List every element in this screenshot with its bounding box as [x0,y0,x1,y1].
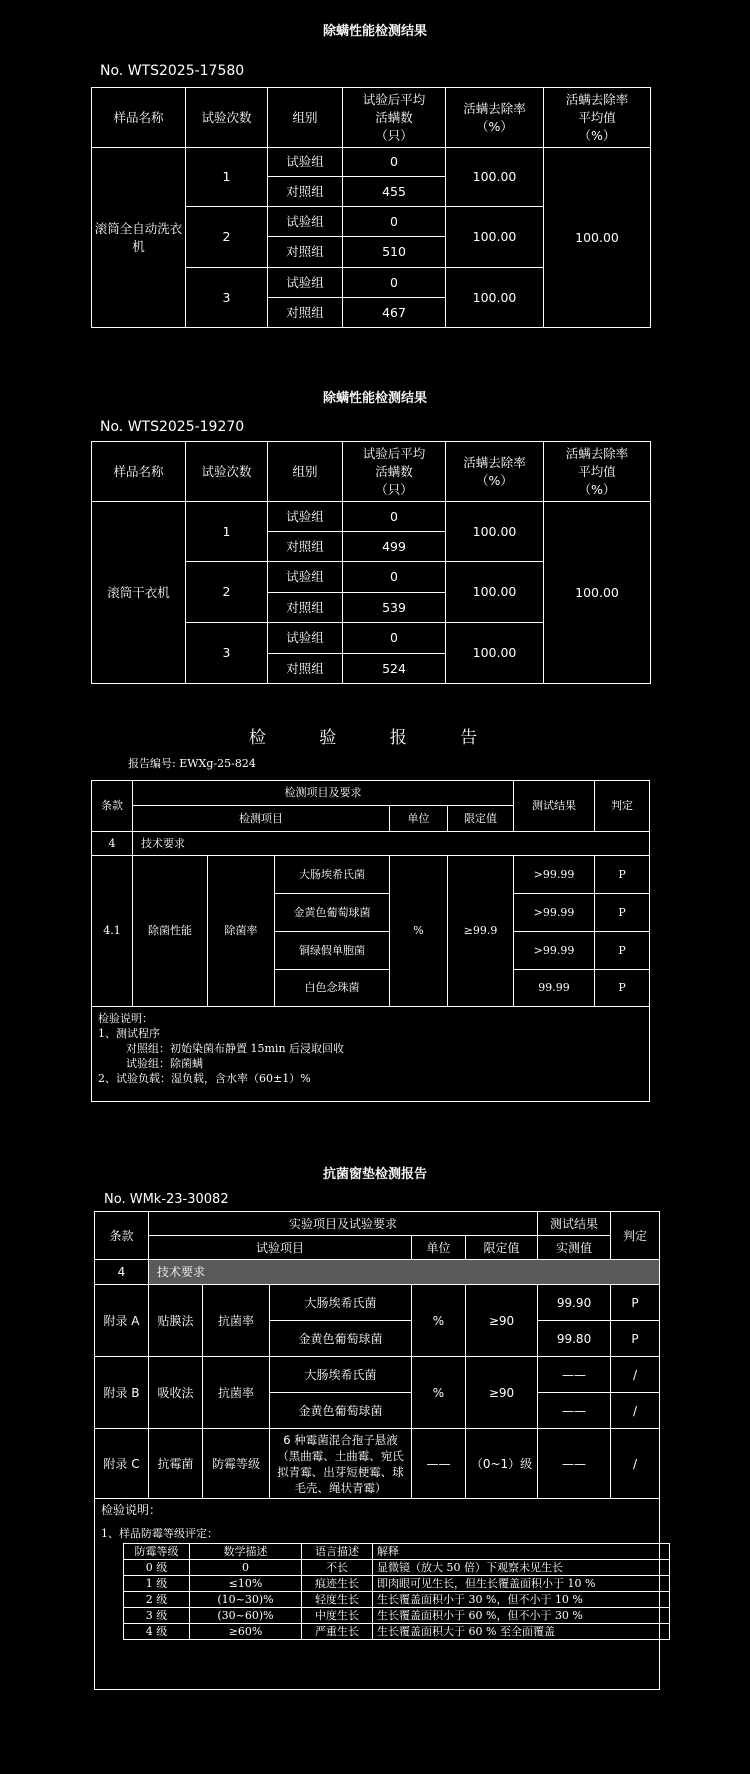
mite-count: 499 [343,532,446,562]
note-line: 2、试验负载：湿负载，含水率（60±1）% [98,1072,311,1085]
grade-row [124,1592,670,1608]
report3-table [91,780,650,1102]
test-result: >99.99 [514,894,595,932]
removal-rate: 100.00 [446,562,544,623]
header-sample: 样品名称 [92,88,186,148]
round-number: 3 [186,623,268,684]
grade-level: 2 级 [124,1592,190,1608]
mite-count: 524 [343,654,446,684]
measured-value: 99.80 [538,1321,611,1357]
mite-count: 0 [343,148,446,177]
limit-value: ≥90 [466,1285,538,1357]
organism-name: 铜绿假单胞菌 [275,932,390,970]
grade-desc: 严重生长 [302,1624,373,1640]
unit: % [412,1285,466,1357]
grade-row [124,1576,670,1592]
note-line: 对照组：初始染菌布静置 15min 后浸取回收 [126,1042,345,1055]
report1-number: No. WTS2025-17580 [100,63,245,79]
header-avg: 活螨去除率 平均值 （%） [544,442,651,502]
grade-level: 4 级 [124,1624,190,1640]
report4-title: 抗菌窗垫检测报告 [322,1167,427,1182]
header-group: 组别 [268,88,343,148]
header-group: 组别 [268,442,343,502]
appendix-a-clause: 附录 A [95,1285,149,1357]
organism-name: 大肠埃希氏菌 [275,856,390,894]
judgement: P [611,1285,660,1321]
group-label: 试验组 [268,623,343,654]
grade-header: 防霉等级 [124,1544,190,1560]
mite-count: 510 [343,237,446,268]
removal-rate: 100.00 [446,207,544,268]
removal-rate: 100.00 [446,623,544,684]
organism-name: 金黄色葡萄球菌 [275,894,390,932]
header-avg: 活螨去除率 平均值 （%） [544,88,651,148]
appendix-a-method: 贴膜法 [149,1285,203,1357]
header-unit: 单位 [412,1236,466,1260]
report1-title: 除螨性能检测结果 [322,24,427,39]
mite-count: 0 [343,502,446,532]
test-result: >99.99 [514,932,595,970]
test-result: >99.99 [514,856,595,894]
grade-desc: 轻度生长 [302,1592,373,1608]
judgement: P [595,970,650,1007]
sample-name: 滚筒全自动洗衣机 [92,148,186,328]
inspection-notes [92,1007,650,1102]
unit: —— [412,1429,466,1499]
mite-count: 467 [343,298,446,328]
header-limit: 限定值 [466,1236,538,1260]
organism-name: 大肠埃希氏菌 [270,1357,412,1393]
group-label: 试验组 [268,562,343,593]
group-label: 试验组 [268,148,343,177]
unit: % [390,856,448,1007]
report4-table [94,1211,660,1690]
organism-name: 金黄色葡萄球菌 [270,1393,412,1429]
grade-explain: 生长覆盖面积大于 60 % 至全面覆盖 [373,1624,670,1640]
header-items-req: 检测项目及要求 [133,781,514,806]
grade-explain: 即肉眼可见生长，但生长覆盖面积小于 10 % [373,1576,670,1592]
grade-level: 0 级 [124,1560,190,1576]
grade-header: 解释 [373,1544,670,1560]
measured-value: 99.90 [538,1285,611,1321]
grade-explain: 显微镜（放大 50 倍）下观察未见生长 [373,1560,670,1576]
group-label: 对照组 [268,593,343,623]
grade-math: (10~30)% [190,1592,302,1608]
report4-number: No. WMk-23-30082 [104,1192,229,1207]
header-rate: 活螨去除率 （%） [446,88,544,148]
measured-value: —— [538,1357,611,1393]
test-result: 99.99 [514,970,595,1007]
mite-count: 539 [343,593,446,623]
header-items-req: 实验项目及试验要求 [149,1212,538,1236]
limit-value: ≥90 [466,1357,538,1429]
organism-name: 大肠埃希氏菌 [270,1285,412,1321]
grade-math: ≥60% [190,1624,302,1640]
round-number: 2 [186,562,268,623]
mite-count: 0 [343,562,446,593]
limit-value: （0~1）级 [466,1429,538,1499]
header-limit: 限定值 [448,806,514,832]
header-rate: 活螨去除率 （%） [446,442,544,502]
appendix-c-method: 抗霉菌 [149,1429,203,1499]
group-label: 对照组 [268,177,343,207]
section-number: 4 [95,1260,149,1285]
section-number: 4 [92,832,133,856]
inspection-notes [95,1499,660,1690]
average-rate: 100.00 [544,502,651,684]
grade-level: 3 级 [124,1608,190,1624]
judgement: P [595,856,650,894]
header-clause: 条款 [95,1212,149,1260]
unit: % [412,1357,466,1429]
group-label: 对照组 [268,298,343,328]
group-label: 试验组 [268,268,343,298]
round-number: 1 [186,502,268,562]
measured-value: —— [538,1429,611,1499]
mold-mixture: 6 种霉菌混合孢子悬液（黑曲霉、土曲霉、宛氏拟青霉、出芽短梗霉、球毛壳、绳状青霉） [270,1429,412,1499]
grade-explain: 生长覆盖面积小于 30 %，但不小于 10 % [373,1592,670,1608]
grade-desc: 痕迹生长 [302,1576,373,1592]
appendix-c-metric: 防霉等级 [203,1429,270,1499]
header-mites: 试验后平均 活螨数 （只） [343,442,446,502]
judgement: P [611,1321,660,1357]
sample-name: 滚筒干衣机 [92,502,186,684]
mite-count: 0 [343,623,446,654]
measured-value: —— [538,1393,611,1429]
mold-grade-table [123,1543,670,1640]
grade-math: ≤10% [190,1576,302,1592]
organism-name: 金黄色葡萄球菌 [270,1321,412,1357]
section-name: 技术要求 [133,832,650,856]
judgement: / [611,1393,660,1429]
header-round: 试验次数 [186,88,268,148]
report2-table [91,441,651,684]
note-line: 1、测试程序 [98,1027,160,1040]
header-result: 测试结果 [538,1212,611,1236]
grade-row [124,1560,670,1576]
section-name: 技术要求 [149,1260,660,1285]
removal-rate: 100.00 [446,148,544,207]
group-label: 试验组 [268,207,343,237]
report1-table [91,87,651,328]
note-line: 试验组：除菌螨 [126,1057,203,1070]
appendix-b-clause: 附录 B [95,1357,149,1429]
grade-level: 1 级 [124,1576,190,1592]
average-rate: 100.00 [544,148,651,328]
header-clause: 条款 [92,781,133,832]
note-title: 检验说明： [101,1503,162,1517]
header-judge: 判定 [595,781,650,832]
judgement: / [611,1429,660,1499]
header-judge: 判定 [611,1212,660,1260]
removal-rate: 100.00 [446,502,544,562]
grade-math: (30~60)% [190,1608,302,1624]
report3-number: 报告编号: EWXg-25-824 [128,757,256,770]
header-result: 测试结果 [514,781,595,832]
grade-row [124,1608,670,1624]
organism-name: 白色念珠菌 [275,970,390,1007]
header-sample: 样品名称 [92,442,186,502]
mite-count: 0 [343,207,446,237]
limit-value: ≥99.9 [448,856,514,1007]
grade-desc: 中度生长 [302,1608,373,1624]
header-measured: 实测值 [538,1236,611,1260]
judgement: P [595,894,650,932]
report2-title: 除螨性能检测结果 [322,391,427,406]
judgement: / [611,1357,660,1393]
header-unit: 单位 [390,806,448,832]
round-number: 2 [186,207,268,268]
group-label: 试验组 [268,502,343,532]
grade-title: 1、样品防霉等级评定： [101,1527,218,1540]
grade-desc: 不长 [302,1560,373,1576]
judgement: P [595,932,650,970]
header-item: 试验项目 [149,1236,412,1260]
appendix-b-method: 吸收法 [149,1357,203,1429]
header-item: 检测项目 [133,806,390,832]
header-mites: 试验后平均 活螨数 （只） [343,88,446,148]
round-number: 1 [186,148,268,207]
group-label: 对照组 [268,654,343,684]
removal-rate: 100.00 [446,268,544,328]
round-number: 3 [186,268,268,328]
grade-math: 0 [190,1560,302,1576]
appendix-c-clause: 附录 C [95,1429,149,1499]
clause-number: 4.1 [92,856,133,1007]
appendix-b-metric: 抗菌率 [203,1357,270,1429]
grade-row [124,1624,670,1640]
grade-header: 数学描述 [190,1544,302,1560]
grade-explain: 生长覆盖面积小于 60 %，但不小于 30 % [373,1608,670,1624]
grade-header: 语言描述 [302,1544,373,1560]
group-label: 对照组 [268,532,343,562]
group-label: 对照组 [268,237,343,268]
metric-name: 除菌率 [208,856,275,1007]
report2-number: No. WTS2025-19270 [100,419,245,435]
mite-count: 455 [343,177,446,207]
report3-title: 检 验 报 告 [248,728,502,748]
property-name: 除菌性能 [133,856,208,1007]
appendix-a-metric: 抗菌率 [203,1285,270,1357]
mite-count: 0 [343,268,446,298]
header-round: 试验次数 [186,442,268,502]
note-title: 检验说明： [98,1012,153,1025]
